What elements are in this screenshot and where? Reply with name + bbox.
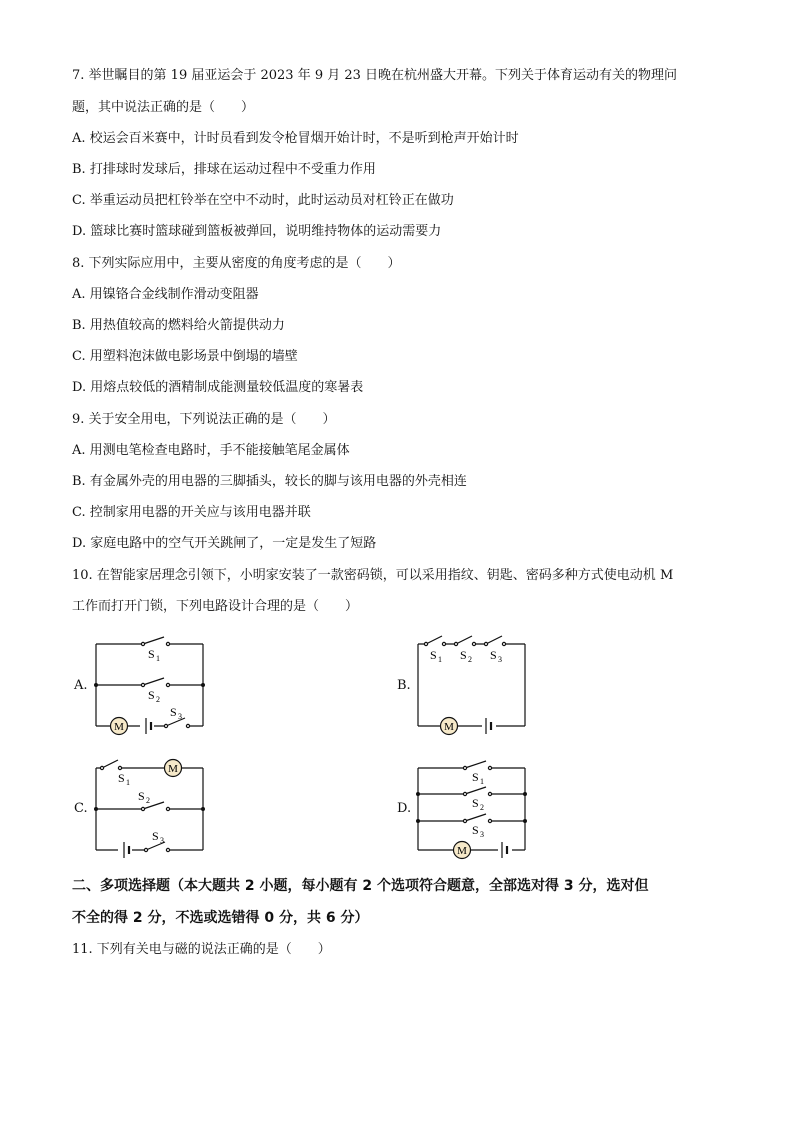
q8-option-c: C. 用塑料泡沫做电影场景中倒塌的墙壁	[72, 349, 298, 364]
q11-stem: 11. 下列有关电与磁的说法正确的是（ ）	[72, 942, 331, 957]
q9-option-c: C. 控制家用电器的开关应与该用电器并联	[72, 505, 311, 520]
q7-option-d: D. 篮球比赛时篮球碰到篮板被弹回，说明维持物体的运动需要力	[72, 224, 442, 239]
motor-symbol: M	[168, 763, 178, 775]
circuit-label-c: C.	[74, 801, 88, 816]
switch-sub-s1: 1	[438, 655, 442, 664]
circuit-diagram-d	[410, 754, 540, 864]
switch-sub-s2: 2	[468, 655, 472, 664]
q7-option-b: B. 打排球时发球后，排球在运动过程中不受重力作用	[72, 162, 376, 177]
motor-symbol: M	[114, 721, 124, 733]
q8-option-a: A. 用镍铬合金线制作滑动变阻器	[72, 287, 259, 302]
switch-sub-s3: 3	[480, 830, 484, 839]
q7-option-a: A. 校运会百米赛中，计时员看到发令枪冒烟开始计时，不是听到枪声开始计时	[72, 131, 519, 146]
switch-label-s1: S	[430, 648, 437, 662]
circuit-diagram-c	[88, 754, 218, 864]
switch-sub-s3: 3	[178, 712, 182, 721]
section-heading-line1: 二、多项选择题（本大题共 2 小题，每小题有 2 个选项符合题意，全部选对得 3 分，选对但	[72, 878, 649, 894]
switch-label-s1: S	[472, 770, 479, 784]
switch-label-s2: S	[138, 789, 145, 803]
q8-option-d: D. 用熔点较低的酒精制成能测量较低温度的寒暑表	[72, 380, 364, 395]
q8-option-b: B. 用热值较高的燃料给火箭提供动力	[72, 318, 285, 333]
switch-sub-s2: 2	[480, 803, 484, 812]
q10-stem-line2: 工作而打开门锁，下列电路设计合理的是（ ）	[72, 599, 359, 614]
switch-label-s3: S	[152, 829, 159, 843]
switch-sub-s2: 2	[156, 695, 160, 704]
circuit-label-d: D.	[397, 801, 412, 816]
switch-label-s2: S	[472, 796, 479, 810]
switch-label-s3: S	[490, 648, 497, 662]
switch-sub-s1: 1	[126, 778, 130, 787]
switch-sub-s3: 3	[498, 655, 502, 664]
switch-label-s2: S	[460, 648, 467, 662]
q10-stem-line1: 10. 在智能家居理念引领下，小明家安装了一款密码锁，可以采用指纹、钥匙、密码多种方式使电动机 M	[72, 568, 674, 583]
q9-option-b: B. 有金属外壳的用电器的三脚插头，较长的脚与该用电器的外壳相连	[72, 474, 467, 489]
circuit-diagram-a	[88, 630, 218, 740]
switch-label-s1: S	[148, 647, 155, 661]
motor-symbol: M	[444, 721, 454, 733]
q9-stem: 9. 关于安全用电，下列说法正确的是（ ）	[72, 412, 336, 427]
q7-stem-line2: 题，其中说法正确的是（ ）	[72, 100, 255, 115]
q7-stem-line1: 7. 举世瞩目的第 19 届亚运会于 2023 年 9 月 23 日晚在杭州盛大开幕。下列关于体育运动有关的物理问	[72, 68, 678, 83]
switch-sub-s2: 2	[146, 796, 150, 805]
q9-option-a: A. 用测电笔检查电路时，手不能接触笔尾金属体	[72, 443, 350, 458]
section-heading-line2: 不全的得 2 分，不选或选错得 0 分，共 6 分）	[72, 910, 369, 926]
q7-option-c: C. 举重运动员把杠铃举在空中不动时，此时运动员对杠铃正在做功	[72, 193, 454, 208]
q9-option-d: D. 家庭电路中的空气开关跳闸了，一定是发生了短路	[72, 536, 377, 551]
switch-label-s1: S	[118, 771, 125, 785]
motor-symbol: M	[457, 845, 467, 857]
switch-label-s2: S	[148, 688, 155, 702]
switch-label-s3: S	[170, 705, 177, 719]
circuit-diagram-b	[410, 630, 540, 740]
circuit-label-b: B.	[397, 678, 411, 693]
switch-sub-s1: 1	[156, 654, 160, 663]
switch-sub-s1: 1	[480, 777, 484, 786]
circuit-label-a: A.	[74, 678, 88, 693]
switch-label-s3: S	[472, 823, 479, 837]
q8-stem: 8. 下列实际应用中，主要从密度的角度考虑的是（ ）	[72, 256, 401, 271]
switch-sub-s3: 3	[160, 836, 164, 845]
